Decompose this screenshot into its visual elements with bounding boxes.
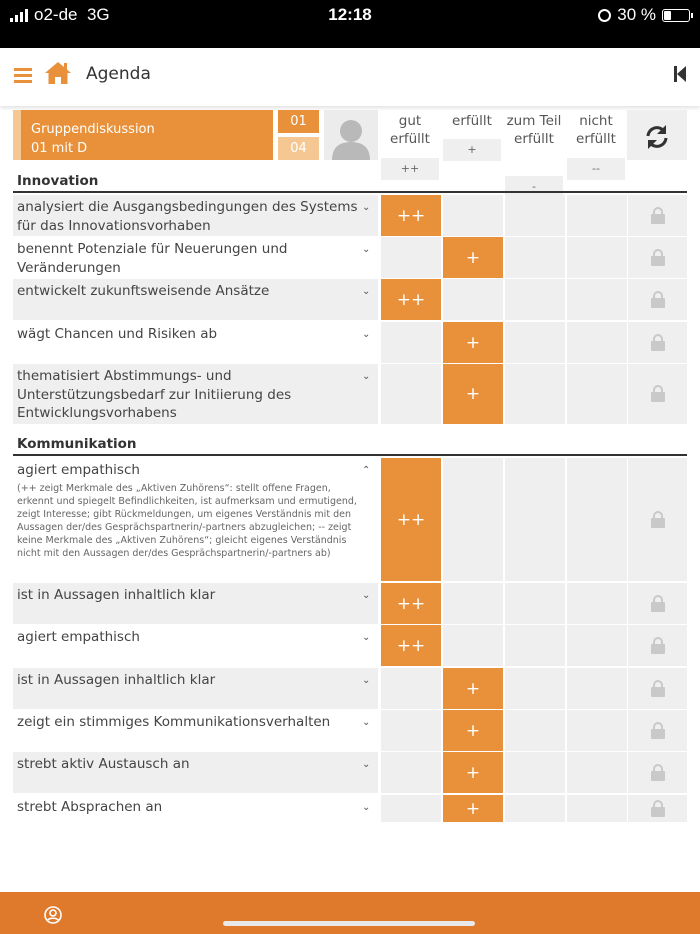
column-header-zum-teil: zum Teil erfüllt bbox=[506, 113, 562, 147]
rating-cell[interactable] bbox=[567, 195, 627, 236]
rating-cell[interactable] bbox=[567, 795, 627, 822]
criterion-text: strebt Absprachen an bbox=[17, 799, 163, 815]
rating-cell[interactable] bbox=[567, 322, 627, 363]
rating-cell[interactable] bbox=[505, 195, 565, 236]
rating-value: ++ bbox=[396, 635, 426, 656]
criterion-text: thematisiert Abstimmungs- und Unterstützungsbedarf zur Initiierung des Entwicklungsvorhabens bbox=[17, 368, 292, 421]
participant-number-2[interactable]: 04 bbox=[278, 137, 319, 160]
status-time: 12:18 bbox=[328, 5, 372, 24]
group-card[interactable] bbox=[13, 110, 273, 160]
lock-icon bbox=[651, 256, 665, 266]
criterion-text: agiert empathisch bbox=[17, 629, 140, 645]
criterion-row bbox=[13, 195, 687, 236]
rating-cell[interactable] bbox=[381, 237, 441, 278]
avatar-icon bbox=[324, 110, 378, 160]
rating-cell[interactable] bbox=[381, 458, 441, 581]
lock-icon bbox=[651, 341, 665, 351]
criterion-cell[interactable] bbox=[13, 710, 378, 751]
column-header-erfuellt: erfüllt bbox=[452, 113, 492, 129]
lock-icon bbox=[651, 644, 665, 654]
criterion-row bbox=[13, 710, 687, 751]
lock-cell bbox=[628, 364, 687, 424]
rating-value: + bbox=[465, 384, 481, 404]
rating-value: + bbox=[465, 678, 481, 699]
criterion-text: agiert empathisch bbox=[17, 462, 140, 478]
rating-cell[interactable] bbox=[505, 710, 565, 751]
rating-cell[interactable] bbox=[381, 795, 441, 822]
criterion-text: strebt aktiv Austausch an bbox=[17, 756, 190, 772]
menu-icon[interactable] bbox=[14, 68, 32, 83]
criterion-row bbox=[13, 583, 687, 624]
criterion-row bbox=[13, 625, 687, 666]
lock-cell bbox=[628, 237, 687, 278]
rating-value: + bbox=[465, 720, 481, 741]
criterion-cell[interactable] bbox=[13, 195, 378, 236]
rating-cell[interactable] bbox=[443, 795, 503, 822]
home-indicator bbox=[223, 921, 475, 926]
chevron-down-icon[interactable]: ⌄ bbox=[362, 244, 371, 255]
criterion-row bbox=[13, 279, 687, 320]
criterion-row bbox=[13, 752, 687, 793]
criterion-text: wägt Chancen und Risiken ab bbox=[17, 326, 218, 342]
rating-cell[interactable] bbox=[505, 322, 565, 363]
lock-cell bbox=[628, 752, 687, 793]
group-subtitle: 01 mit D bbox=[31, 141, 88, 156]
skip-back-icon[interactable] bbox=[674, 66, 686, 82]
rating-cell[interactable] bbox=[443, 583, 503, 624]
criterion-row bbox=[13, 795, 687, 822]
rating-value: ++ bbox=[396, 205, 426, 226]
chevron-down-icon[interactable]: ⌄ bbox=[362, 675, 371, 686]
criterion-cell[interactable] bbox=[13, 458, 378, 581]
section-innovation: Innovation bbox=[13, 171, 687, 193]
lock-cell bbox=[628, 279, 687, 320]
battery-icon bbox=[662, 9, 690, 22]
rating-cell[interactable] bbox=[567, 237, 627, 278]
lock-icon bbox=[651, 729, 665, 739]
lock-icon bbox=[651, 687, 665, 697]
criterion-row bbox=[13, 668, 687, 709]
chevron-up-icon[interactable]: ⌃ bbox=[362, 465, 371, 476]
rating-cell[interactable] bbox=[443, 710, 503, 751]
criterion-detail: (++ zeigt Merkmale des „Aktiven Zuhörens“: stellt offene Fragen, erkennt und spiegelt Befindlichkeiten, ist aufmerksam und ermutigend, zeigt Interesse; gibt Rückmeldungen, um eigenes Verständnis mit den Aussagen der/des Gesprächspartnerin/-partners abzugleichen; -- zeigt keine Merkmale des „Aktiven Zuhörens“; gleicht eigenes Verständnis nicht mit den Aussagen der/des Gesprächspartnerin/-partners ab) bbox=[17, 482, 357, 559]
rating-cell[interactable] bbox=[567, 625, 627, 666]
participant-number-1[interactable]: 01 bbox=[278, 110, 319, 133]
app-header bbox=[0, 48, 700, 106]
criterion-text: zeigt ein stimmiges Kommunikationsverhalten bbox=[17, 714, 331, 730]
rating-cell[interactable] bbox=[505, 364, 565, 424]
rating-value: + bbox=[465, 247, 481, 268]
avatar bbox=[324, 110, 378, 160]
user-icon[interactable] bbox=[44, 906, 62, 924]
chevron-down-icon[interactable]: ⌄ bbox=[362, 202, 371, 213]
lock-cell bbox=[628, 625, 687, 666]
lock-icon bbox=[651, 771, 665, 781]
criterion-text: ist in Aussagen inhaltlich klar bbox=[17, 587, 216, 603]
rating-cell[interactable] bbox=[567, 583, 627, 624]
rating-cell[interactable] bbox=[381, 752, 441, 793]
refresh-icon bbox=[627, 110, 687, 160]
criterion-row bbox=[13, 458, 687, 581]
criterion-cell[interactable] bbox=[13, 795, 378, 822]
rating-cell[interactable] bbox=[505, 625, 565, 666]
status-right bbox=[598, 5, 690, 25]
criterion-cell[interactable] bbox=[13, 625, 378, 666]
alarm-icon bbox=[598, 9, 611, 22]
column-symbol-erfuellt: + bbox=[443, 139, 501, 161]
rating-value: + bbox=[465, 332, 481, 353]
lock-cell bbox=[628, 710, 687, 751]
rating-cell[interactable] bbox=[505, 458, 565, 581]
column-header-gut-erfuellt: gut erfüllt bbox=[390, 113, 430, 147]
lock-icon bbox=[651, 392, 665, 402]
status-bar bbox=[0, 0, 700, 48]
assessment-content bbox=[0, 108, 700, 892]
lock-icon bbox=[651, 807, 665, 817]
criterion-text: benennt Potenziale für Neuerungen und Veränderungen bbox=[17, 241, 288, 276]
rating-value: ++ bbox=[396, 289, 426, 310]
refresh-button[interactable] bbox=[627, 110, 687, 160]
chevron-down-icon[interactable]: ⌄ bbox=[362, 802, 371, 813]
rating-cell[interactable] bbox=[505, 279, 565, 320]
rating-cell[interactable] bbox=[381, 625, 441, 666]
rating-cell[interactable] bbox=[443, 237, 503, 278]
rating-cell[interactable] bbox=[505, 668, 565, 709]
rating-cell[interactable] bbox=[443, 279, 503, 320]
criterion-row bbox=[13, 364, 687, 424]
rating-cell[interactable] bbox=[443, 458, 503, 581]
rating-cell[interactable] bbox=[567, 364, 627, 424]
criterion-cell[interactable] bbox=[13, 279, 378, 320]
group-title: Gruppendiskussion bbox=[31, 122, 155, 137]
chevron-down-icon[interactable]: ⌄ bbox=[362, 286, 371, 297]
rating-cell[interactable] bbox=[567, 710, 627, 751]
criterion-text: ist in Aussagen inhaltlich klar bbox=[17, 672, 216, 688]
rating-cell[interactable] bbox=[443, 364, 503, 424]
section-kommunikation: Kommunikation bbox=[13, 434, 687, 456]
rating-cell[interactable] bbox=[443, 195, 503, 236]
lock-cell bbox=[628, 195, 687, 236]
rating-cell[interactable] bbox=[381, 279, 441, 320]
rating-value: + bbox=[465, 762, 481, 783]
criterion-cell[interactable] bbox=[13, 752, 378, 793]
chevron-down-icon[interactable]: ⌄ bbox=[362, 371, 371, 382]
column-symbol-nicht-erfuellt: -- bbox=[567, 158, 625, 180]
battery-percent: 30 % bbox=[617, 5, 656, 24]
criterion-cell[interactable] bbox=[13, 364, 378, 424]
criterion-cell[interactable] bbox=[13, 583, 378, 624]
rating-cell[interactable] bbox=[505, 752, 565, 793]
network-label: 3G bbox=[86, 5, 110, 24]
chevron-down-icon[interactable]: ⌄ bbox=[362, 632, 371, 643]
page-title: Agenda bbox=[86, 64, 151, 84]
criterion-row bbox=[13, 237, 687, 278]
rating-cell[interactable] bbox=[381, 583, 441, 624]
lock-cell bbox=[628, 322, 687, 363]
criterion-row bbox=[13, 322, 687, 363]
criterion-text: entwickelt zukunftsweisende Ansätze bbox=[17, 283, 270, 299]
rating-cell[interactable] bbox=[381, 668, 441, 709]
rating-value: ++ bbox=[396, 593, 426, 614]
rating-cell[interactable] bbox=[505, 583, 565, 624]
rating-cell[interactable] bbox=[381, 710, 441, 751]
rating-cell[interactable] bbox=[505, 237, 565, 278]
lock-cell bbox=[628, 458, 687, 581]
chevron-down-icon[interactable]: ⌄ bbox=[362, 717, 371, 728]
lock-cell bbox=[628, 668, 687, 709]
rating-value: ++ bbox=[396, 509, 426, 530]
column-header-nicht-erfuellt: nicht erfüllt bbox=[576, 113, 616, 147]
rating-cell[interactable] bbox=[505, 795, 565, 822]
bottom-bar bbox=[0, 892, 700, 934]
lock-icon bbox=[651, 214, 665, 224]
carrier-label: o2-de bbox=[34, 5, 78, 24]
chevron-down-icon[interactable]: ⌄ bbox=[362, 329, 371, 340]
rating-cell[interactable] bbox=[381, 364, 441, 424]
chevron-down-icon[interactable]: ⌄ bbox=[362, 759, 371, 770]
lock-icon bbox=[651, 298, 665, 308]
rating-cell[interactable] bbox=[443, 322, 503, 363]
lock-cell bbox=[628, 583, 687, 624]
criterion-cell[interactable] bbox=[13, 322, 378, 363]
column-symbol-gut-erfuellt: ++ bbox=[381, 158, 439, 180]
column-symbol-zum-teil: - bbox=[505, 176, 563, 198]
criterion-cell[interactable] bbox=[13, 668, 378, 709]
rating-cell[interactable] bbox=[443, 752, 503, 793]
rating-cell[interactable] bbox=[567, 668, 627, 709]
criterion-cell[interactable] bbox=[13, 237, 378, 278]
rating-cell[interactable] bbox=[381, 195, 441, 236]
rating-cell[interactable] bbox=[567, 458, 627, 581]
rating-cell[interactable] bbox=[443, 668, 503, 709]
rating-value: + bbox=[465, 798, 481, 819]
rating-cell[interactable] bbox=[567, 752, 627, 793]
criterion-text: analysiert die Ausgangsbedingungen des Systems für das Innovationsvorhaben bbox=[17, 199, 358, 234]
lock-icon bbox=[651, 602, 665, 612]
rating-cell[interactable] bbox=[381, 322, 441, 363]
home-icon[interactable] bbox=[44, 60, 72, 86]
rating-cell[interactable] bbox=[443, 625, 503, 666]
lock-icon bbox=[651, 518, 665, 528]
rating-cell[interactable] bbox=[567, 279, 627, 320]
chevron-down-icon[interactable]: ⌄ bbox=[362, 590, 371, 601]
lock-cell bbox=[628, 795, 687, 822]
